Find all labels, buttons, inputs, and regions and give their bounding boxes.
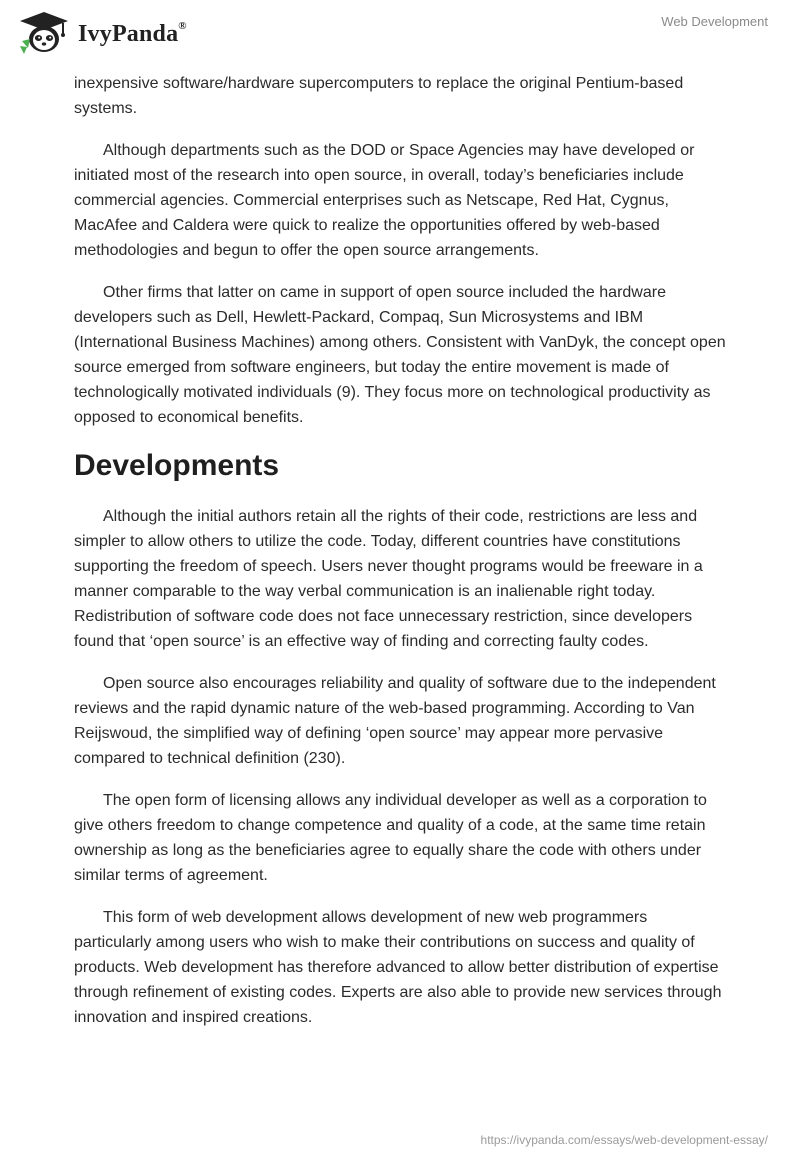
- essay-body: [74, 71, 726, 1047]
- paragraph: Other firms that latter on came in support of open source included the hardware developers such as Dell, Hewlett-Packard, Compaq, Sun Microsystems and IBM (International Business Machines) among others. Consistent with VanDyk, the concept open source emerged from software engineers, but today the entire movement is made of technologically motivated individuals (9). They focus more on technological productivity as opposed to economical benefits.: [74, 284, 726, 426]
- section-heading-developments: Developments: [74, 449, 280, 482]
- page-header: [0, 0, 800, 70]
- paragraph: Open source also encourages reliability and quality of software due to the independent reviews and the rapid dynamic nature of the web-based programming. According to Van Reijswoud, the simplified way of defining ‘open source’ may appear more pervasive compared to technical definition (230).: [74, 675, 716, 767]
- ivypanda-logo[interactable]: [16, 10, 187, 54]
- paragraph: Although the initial authors retain all the rights of their code, restrictions are less and simpler to allow others to utilize the code. Today, different countries have constitutions supporting the freedom of speech. Users never thought programs would be freeware in a manner comparable to the way verbal communication is an inalienable right today. Redistribution of software code does not face unnecessary restriction, since developers found that ‘open source’ is an effective way of finding and correcting faulty codes.: [74, 508, 703, 650]
- source-url-link[interactable]: https://ivypanda.com/essays/web-development-essay/: [480, 1133, 768, 1147]
- paragraph: Although departments such as the DOD or Space Agencies may have developed or initiated most of the research into open source, in overall, today’s beneficiaries include commercial agencies. Commercial enterprises such as Netscape, Red Hat, Cygnus, MacAfee and Caldera were quick to realize the opportunities offered by web-based methodologies and begun to offer the open source arrangements.: [74, 142, 695, 259]
- paragraph: This form of web development allows development of new web programmers particularly among users who wish to make their contributions on success and quality of products. Web development has therefore advanced to allow better distribution of expertise through refinement of existing codes. Experts are also able to provide new services through innovation and inspired creations.: [74, 909, 722, 1026]
- brand-name: IvyPanda®: [78, 19, 187, 47]
- panda-graduate-icon: [16, 10, 72, 54]
- document-title: Web Development: [661, 14, 768, 29]
- paragraph: The open form of licensing allows any individual developer as well as a corporation to give others freedom to change competence and quality of a code, at the same time retain ownership as long as the beneficiaries agree to equally share the code with others under similar terms of agreement.: [74, 792, 707, 884]
- paragraph-continuation: inexpensive software/hardware supercomputers to replace the original Pentium-based systems.: [74, 75, 684, 117]
